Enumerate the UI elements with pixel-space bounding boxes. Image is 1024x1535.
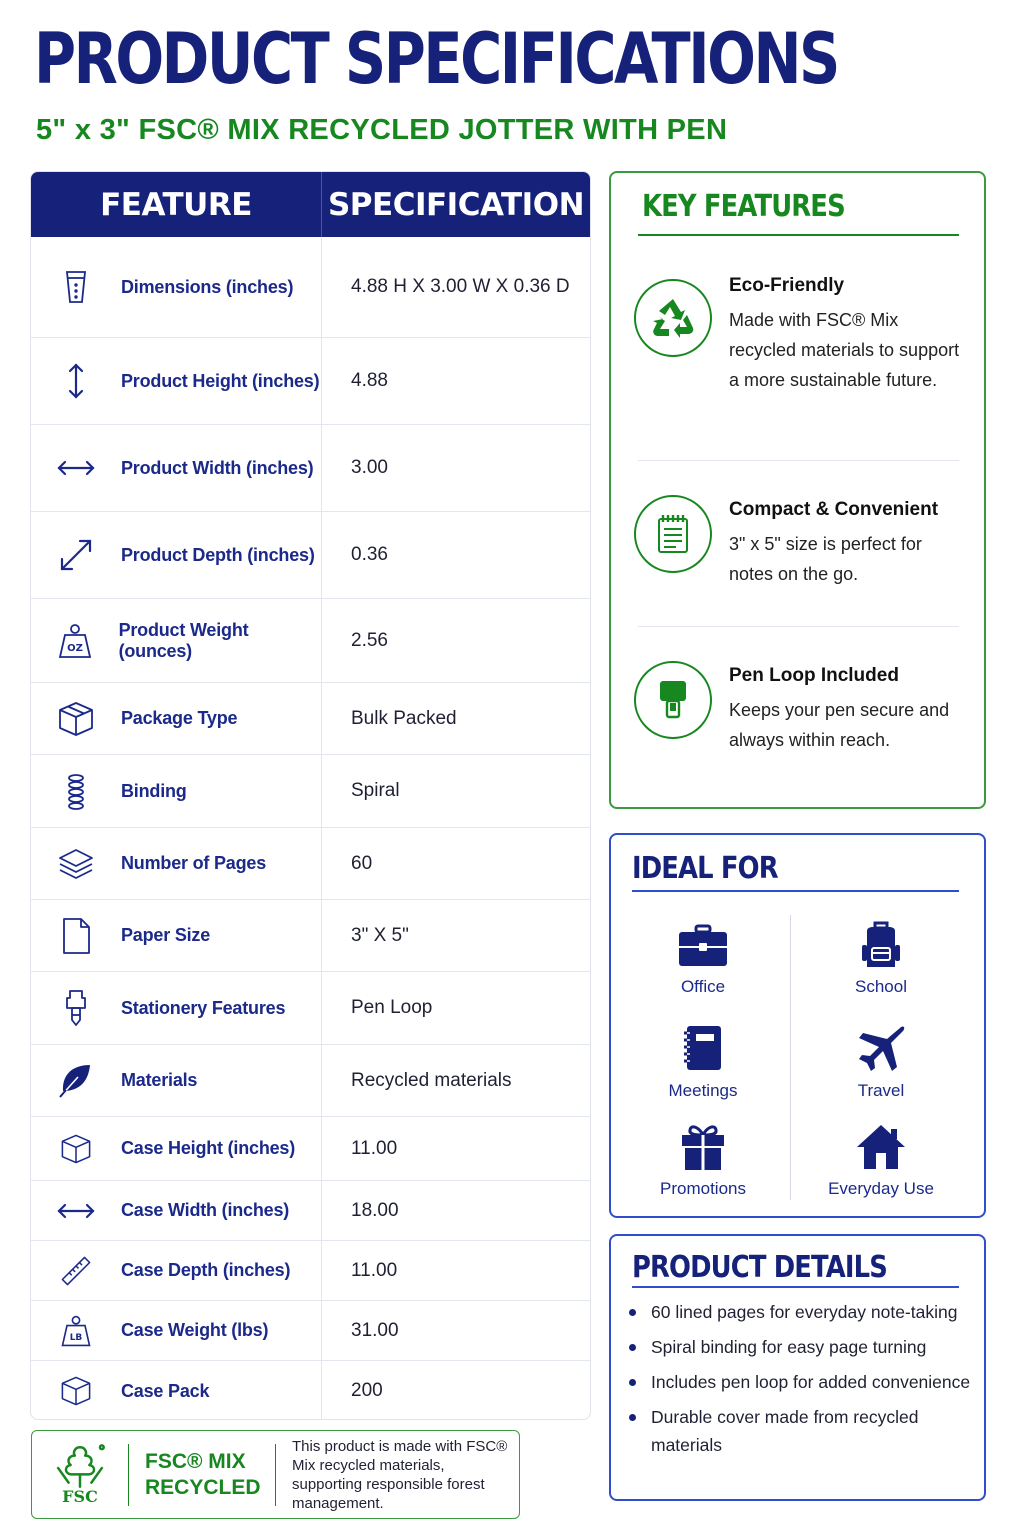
- table-row: [31, 1301, 590, 1361]
- row-label: Product Height (inches): [121, 370, 320, 391]
- product-details-title: PRODUCT DETAILS: [632, 1250, 887, 1285]
- table-row: [31, 972, 590, 1045]
- key-features-title: KEY FEATURES: [642, 189, 845, 224]
- list-item: Includes pen loop for added convenience: [627, 1368, 972, 1396]
- ideal-for-panel: [609, 833, 986, 1218]
- row-value: 18.00: [351, 1199, 399, 1221]
- notebook-icon: [677, 1023, 729, 1075]
- ideal-item-meetings: [613, 1023, 793, 1101]
- row-value: Bulk Packed: [351, 707, 457, 729]
- table-row: [31, 425, 590, 512]
- row-value: 60: [351, 852, 373, 874]
- ideal-item-travel: [791, 1023, 971, 1101]
- row-value: 0.36: [351, 544, 388, 565]
- feature-divider: [638, 460, 959, 461]
- backpack-icon: [855, 919, 907, 971]
- row-value: Pen Loop: [351, 997, 433, 1018]
- table-row: [31, 338, 590, 425]
- row-label: Product Width (inches): [121, 457, 314, 478]
- table-row: [31, 1241, 590, 1301]
- spec-table-header: [31, 172, 590, 237]
- layers-icon: [31, 844, 121, 884]
- fsc-divider: [128, 1444, 129, 1506]
- ideal-item-label: Travel: [857, 1081, 905, 1100]
- fsc-logo-text: FSC: [62, 1487, 98, 1506]
- horizontal-arrow-icon: [31, 448, 121, 488]
- gift-icon: [677, 1121, 729, 1173]
- ideal-item-label: Everyday Use: [828, 1179, 934, 1198]
- row-label: Product Depth (inches): [121, 544, 315, 565]
- row-label: Binding: [121, 780, 187, 801]
- row-label: Case Width (inches): [121, 1200, 290, 1220]
- row-value: 31.00: [351, 1319, 399, 1341]
- page-subtitle: 5" x 3" FSC® MIX RECYCLED JOTTER WITH PEN: [36, 114, 728, 146]
- horizontal-arrow-icon: [31, 1191, 121, 1231]
- weight-oz-icon: [31, 621, 119, 661]
- row-label: Stationery Features: [121, 997, 286, 1018]
- row-label: Case Pack: [121, 1380, 210, 1401]
- row-value: 200: [351, 1380, 383, 1401]
- row-label: Number of Pages: [121, 853, 267, 873]
- col-header-feature: FEATURE: [31, 172, 322, 237]
- ideal-item-label: Meetings: [668, 1081, 738, 1100]
- feature-heading: Eco-Friendly: [729, 275, 845, 296]
- list-item: 60 lined pages for everyday note-taking: [627, 1298, 972, 1326]
- row-label: Case Weight (lbs): [121, 1320, 269, 1340]
- house-icon: [855, 1121, 907, 1173]
- row-label: Paper Size: [121, 925, 211, 945]
- ideal-item-school: [791, 919, 971, 997]
- row-value: Spiral: [351, 780, 400, 801]
- pen-loop-icon: [634, 661, 712, 739]
- table-row: [31, 1117, 590, 1181]
- svg-text:LB: LB: [69, 1332, 83, 1343]
- key-features-underline: [638, 234, 959, 236]
- airplane-icon: [855, 1023, 907, 1075]
- ruler-icon: [31, 1254, 121, 1288]
- row-value: 11.00: [351, 1137, 398, 1159]
- product-details-list: [627, 1298, 972, 1466]
- fsc-mix-label: [145, 1449, 275, 1501]
- ideal-item-label: Office: [680, 977, 726, 996]
- fsc-mix-line2: RECYCLED: [145, 1475, 261, 1499]
- table-row: [31, 755, 590, 828]
- ideal-item-office: [613, 919, 793, 997]
- page-icon: [31, 916, 121, 956]
- spiral-icon: [31, 771, 121, 811]
- row-value: 3.00: [351, 457, 388, 478]
- fsc-divider: [275, 1444, 276, 1506]
- fsc-logo: [32, 1443, 128, 1506]
- feature-body: Keeps your pen secure and always within reach.: [729, 700, 950, 750]
- feature-body: 3" x 5" size is perfect for notes on the go.: [729, 534, 922, 584]
- page-title: PRODUCT SPECIFICATIONS: [34, 18, 838, 100]
- feature-heading: Pen Loop Included: [729, 665, 899, 686]
- row-label: Case Height (inches): [121, 1138, 296, 1158]
- row-label: Dimensions (inches): [121, 276, 294, 297]
- table-row: [31, 599, 590, 683]
- table-row: [31, 1181, 590, 1241]
- table-row: [31, 512, 590, 599]
- weight-lb-icon: [31, 1313, 121, 1349]
- row-value: 11.00: [351, 1259, 398, 1281]
- col-header-specification: SPECIFICATION: [327, 186, 585, 223]
- feature-divider: [638, 626, 959, 627]
- notepad-icon: [634, 495, 712, 573]
- row-value: 2.56: [351, 629, 388, 651]
- list-item: Spiral binding for easy page turning: [627, 1333, 972, 1361]
- pen-loop-icon: [31, 988, 121, 1028]
- case-box-icon: [31, 1374, 121, 1408]
- spec-rows: [31, 237, 590, 1420]
- list-item: Durable cover made from recycled materials: [627, 1403, 972, 1459]
- row-label: Package Type: [121, 708, 238, 728]
- feature-body: Made with FSC® Mix recycled materials to support a more sustainable future.: [729, 310, 960, 390]
- briefcase-icon: [677, 919, 729, 971]
- row-value: 4.88 H X 3.00 W X 0.36 D: [351, 276, 570, 297]
- diagonal-arrow-icon: [31, 535, 121, 575]
- row-label: Product Weight (ounces): [118, 619, 249, 661]
- box-icon: [31, 699, 121, 739]
- feature-heading: Compact & Convenient: [729, 499, 939, 520]
- row-value: 4.88: [351, 370, 388, 391]
- table-row: [31, 1045, 590, 1117]
- recycle-icon: [634, 279, 712, 357]
- svg-text:OZ: OZ: [66, 642, 83, 654]
- product-details-panel: [609, 1234, 986, 1501]
- key-features-panel: [609, 171, 986, 809]
- row-label: Materials: [121, 1070, 198, 1090]
- ideal-item-promotions: [613, 1121, 793, 1199]
- cup-icon: [31, 267, 121, 307]
- fsc-description: This product is made with FSC® Mix recycled materials, supporting responsible forest management.: [292, 1437, 508, 1512]
- ideal-item-everyday-use: [791, 1121, 971, 1199]
- table-row: [31, 900, 590, 972]
- row-value: Recycled materials: [351, 1069, 512, 1091]
- row-label: Case Depth (inches): [121, 1260, 291, 1280]
- ideal-for-title: IDEAL FOR: [632, 851, 778, 886]
- product-details-underline: [632, 1286, 959, 1288]
- spec-table: [30, 171, 591, 1420]
- ideal-item-label: School: [855, 977, 907, 996]
- ideal-item-label: Promotions: [660, 1179, 746, 1198]
- ideal-for-underline: [632, 890, 959, 892]
- table-row: [31, 828, 590, 900]
- table-row: [31, 1361, 590, 1420]
- case-box-icon: [31, 1132, 121, 1166]
- fsc-badge: [31, 1430, 520, 1519]
- fsc-mix-line1: FSC® MIX: [145, 1449, 246, 1473]
- vertical-arrow-icon: [31, 361, 121, 401]
- leaf-icon: [31, 1061, 121, 1101]
- row-value: 3" X 5": [351, 924, 409, 946]
- table-row: [31, 237, 590, 338]
- table-row: [31, 683, 590, 755]
